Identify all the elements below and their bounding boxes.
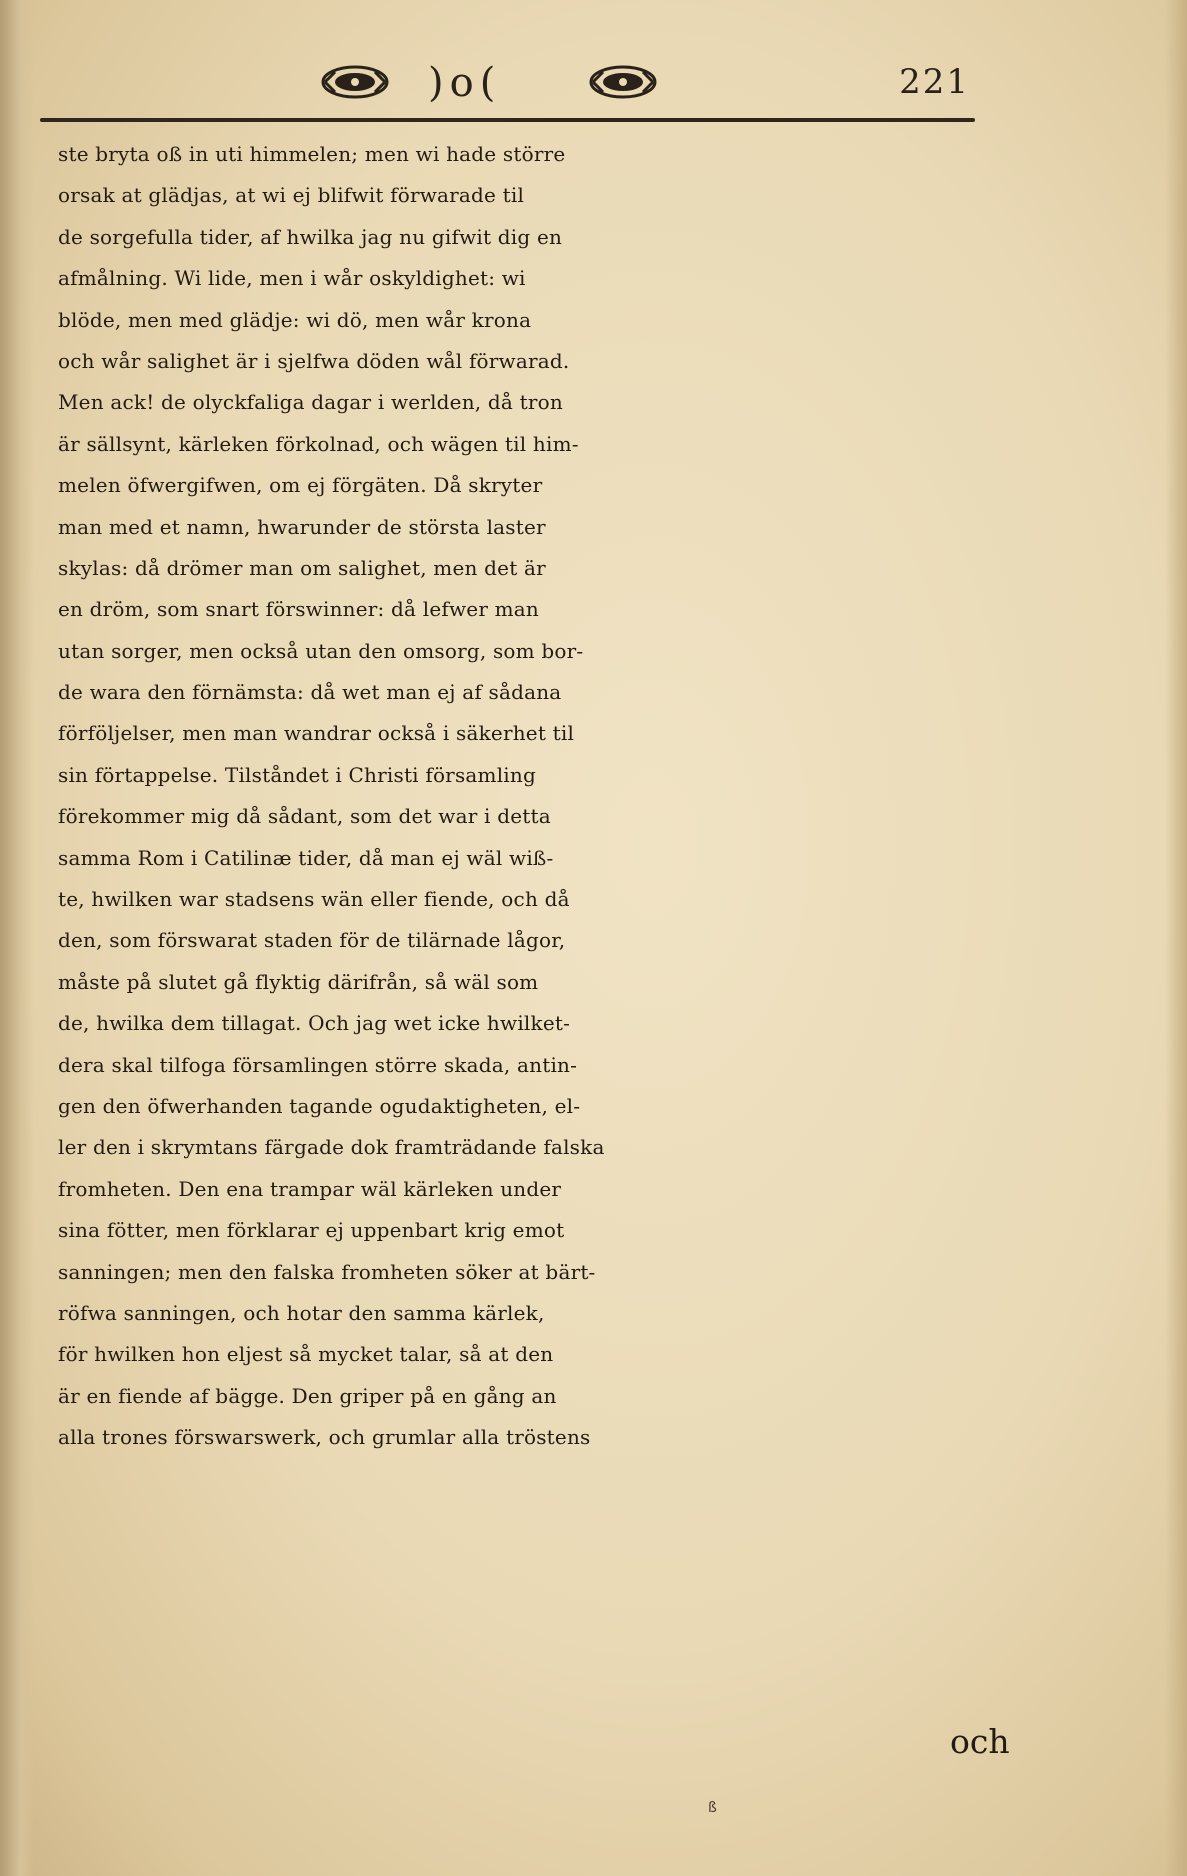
- text-line: röfwa sanningen, och hotar den samma kärlek,: [58, 1300, 545, 1325]
- text-line: afmålning. Wi lide, men i wår oskyldighet: wi: [58, 266, 526, 291]
- text-line: samma Rom i Catilinæ tider, då man ej wäl wiß-: [58, 845, 554, 870]
- left-ornament-icon: [320, 62, 390, 102]
- text-line: de sorgefulla tider, af hwilka jag nu gifwit dig en: [58, 224, 563, 249]
- text-line: dera skal tilfoga församlingen större skada, antin-: [58, 1052, 578, 1077]
- text-line: te, hwilken war stadsens wän eller fiende, och då: [58, 887, 570, 912]
- header-rule: [40, 118, 975, 122]
- text-line: sanningen; men den falska fromheten söker at bärt-: [58, 1259, 596, 1284]
- text-line: gen den öfwerhanden tagande ogudaktigheten, el-: [58, 1093, 581, 1118]
- text-line: fromheten. Den ena trampar wäl kärleken under: [58, 1176, 562, 1201]
- text-line: en dröm, som snart förswinner: då lefwer man: [58, 597, 540, 622]
- page-number: 221: [899, 62, 970, 102]
- text-line: sina fötter, men förklarar ej uppenbart krig emot: [58, 1218, 565, 1243]
- page-edge-shadow: [1165, 0, 1187, 1876]
- text-line: är en fiende af bägge. Den griper på en gång an: [58, 1383, 557, 1408]
- text-line: orsak at glädjas, at wi ej blifwit förwarade til: [58, 183, 525, 208]
- running-header: [320, 58, 980, 118]
- text-line: sin förtappelse. Tilståndet i Christi församling: [58, 762, 536, 787]
- body-text: [58, 134, 1018, 1459]
- right-ornament-icon: [588, 62, 658, 102]
- text-line: förföljelser, men man wandrar också i säkerhet til: [58, 721, 575, 746]
- text-line: blöde, men med glädje: wi dö, men wår krona: [58, 307, 532, 332]
- text-line: Men ack! de olyckfaliga dagar i werlden, då tron: [58, 390, 563, 415]
- text-line: utan sorger, men också utan den omsorg, som bor-: [58, 638, 584, 663]
- text-line: skylas: då drömer man om salighet, men det är: [58, 555, 546, 580]
- text-line: och wår salighet är i sjelfwa döden wål förwarad.: [58, 348, 570, 373]
- text-line: ste bryta oß in uti himmelen; men wi hade större: [58, 142, 566, 166]
- signature-mark: ß: [708, 1800, 717, 1816]
- text-line: ler den i skrymtans färgade dok framträdande falska: [58, 1135, 605, 1160]
- text-line: är sällsynt, kärleken förkolnad, och wägen til him-: [58, 431, 579, 456]
- text-line: de, hwilka dem tillagat. Och jag wet icke hwilket-: [58, 1011, 571, 1036]
- page-gutter-shadow: [0, 0, 34, 1876]
- text-line: förekommer mig då sådant, som det war i detta: [58, 804, 551, 829]
- catchword: och: [950, 1722, 1010, 1761]
- text-line: måste på slutet gå flyktig därifrån, så wäl som: [58, 969, 539, 994]
- text-line: för hwilken hon eljest så mycket talar, så at den: [58, 1342, 554, 1367]
- text-line: man med et namn, hwarunder de största laster: [58, 514, 546, 539]
- header-mark: )o(: [428, 60, 502, 106]
- text-line: alla trones förswarswerk, och grumlar alla tröstens: [58, 1425, 591, 1450]
- text-line: melen öfwergifwen, om ej förgäten. Då skryter: [58, 473, 543, 498]
- text-line: de wara den förnämsta: då wet man ej af sådana: [58, 680, 562, 705]
- text-line: den, som förswarat staden för de tilärnade lågor,: [58, 928, 566, 953]
